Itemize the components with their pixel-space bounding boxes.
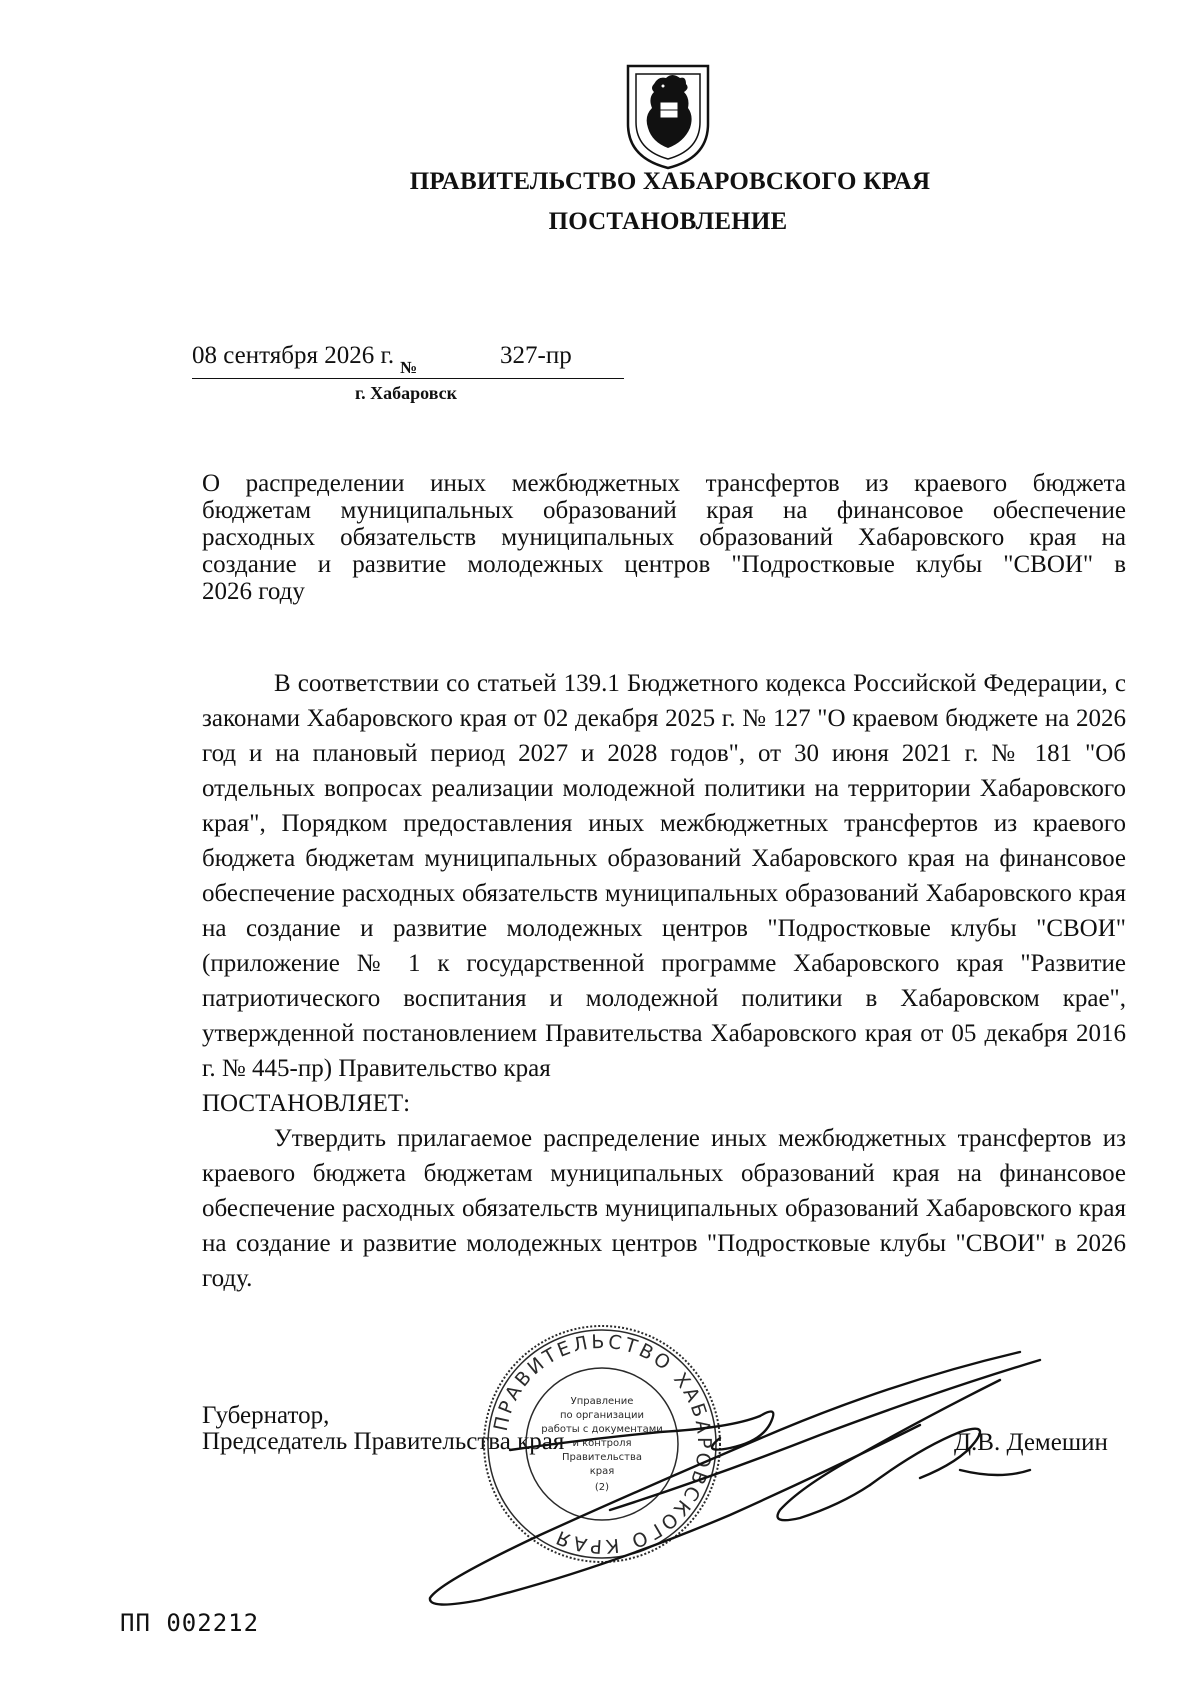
svg-text:(2): (2) [594, 1482, 610, 1493]
document-subject [202, 470, 1126, 605]
position-line: Председатель Правительства края [202, 1428, 565, 1455]
svg-text:Управление: Управление [570, 1396, 634, 1407]
document-date: 08 сентября 2026 г. [192, 342, 395, 369]
svg-text:работы с документами: работы с документами [541, 1424, 663, 1435]
document-type-title: ПОСТАНОВЛЕНИЕ [548, 208, 788, 235]
document-body [202, 666, 1126, 1296]
position-line: Губернатор, [202, 1402, 330, 1429]
decree-word: ПОСТАНОВЛЯЕТ: [202, 1090, 411, 1117]
government-title: ПРАВИТЕЛЬСТВО ХАБАРОВСКОГО КРАЯ [409, 168, 931, 195]
resolution-paragraph: Утвердить прилагаемое распределение иных межбюджетных трансфертов из краевого бюджета бюджетам муниципальных образований края на финансовое обеспечение расходных обязательств муниципальных образований Хабаровского края на создание и развитие молодежных центров "Подростковые клубы "СВОИ" в 2026 году. [202, 1125, 1126, 1292]
number-sign: № [400, 358, 418, 377]
svg-text:и контроля: и контроля [572, 1438, 632, 1449]
signatory-name: Д.В. Демешин [954, 1429, 1108, 1456]
subject-line: создание и развитие молодежных центров "Подростковые клубы "СВОИ" в [202, 551, 1126, 578]
subject-line: 2026 году [202, 578, 305, 605]
subject-line: О распределении иных межбюджетных трансфертов из краевого бюджета [202, 470, 1126, 497]
svg-text:по организации: по организации [560, 1410, 644, 1421]
coat-of-arms-icon [624, 62, 712, 170]
subject-line: расходных обязательств муниципальных образований Хабаровского края на [202, 524, 1126, 551]
svg-text:Правительства: Правительства [562, 1452, 642, 1463]
handwritten-signature-icon [400, 1320, 1060, 1620]
subject-line: бюджетам муниципальных образований края на финансовое обеспечение [202, 497, 1126, 524]
preamble-paragraph: В соответствии со статьей 139.1 Бюджетного кодекса Российской Федерации, с законами Хабаровского края от 02 декабря 2025 г. № 127 "О краевом бюджете на 2026 год и на плановый период 2027 и 2028 годов", от 30 июня 2021 г. № 181 "Об отдельных вопросах реализации молодежной политики на территории Хабаровского края", Порядком предоставления иных межбюджетных трансфертов из краевого бюджета бюджетам муниципальных образований Хабаровского края на финансовое обеспечение расходных обязательств муниципальных образований Хабаровского края на создание и развитие молодежных центров "Подростковые клубы "СВОИ" (приложение № 1 к государственной программе Хабаровского края "Развитие патриотического воспитания и молодежной политики в Хабаровском крае", утвержденной постановлением Правительства Хабаровского края от 05 декабря 2016 г. № 445-пр) Правительство края [202, 670, 1126, 1082]
form-code: ПП 002212 [120, 1609, 260, 1637]
document-city: г. Хабаровск [355, 383, 458, 403]
date-underline [192, 378, 624, 379]
svg-text:ПРАВИТЕЛЬСТВО ХАБАРОВСКОГО КРА: ПРАВИТЕЛЬСТВО ХАБАРОВСКОГО КРАЯ [489, 1330, 716, 1558]
document-number: 327-пр [500, 342, 572, 369]
svg-text:края: края [589, 1466, 615, 1477]
